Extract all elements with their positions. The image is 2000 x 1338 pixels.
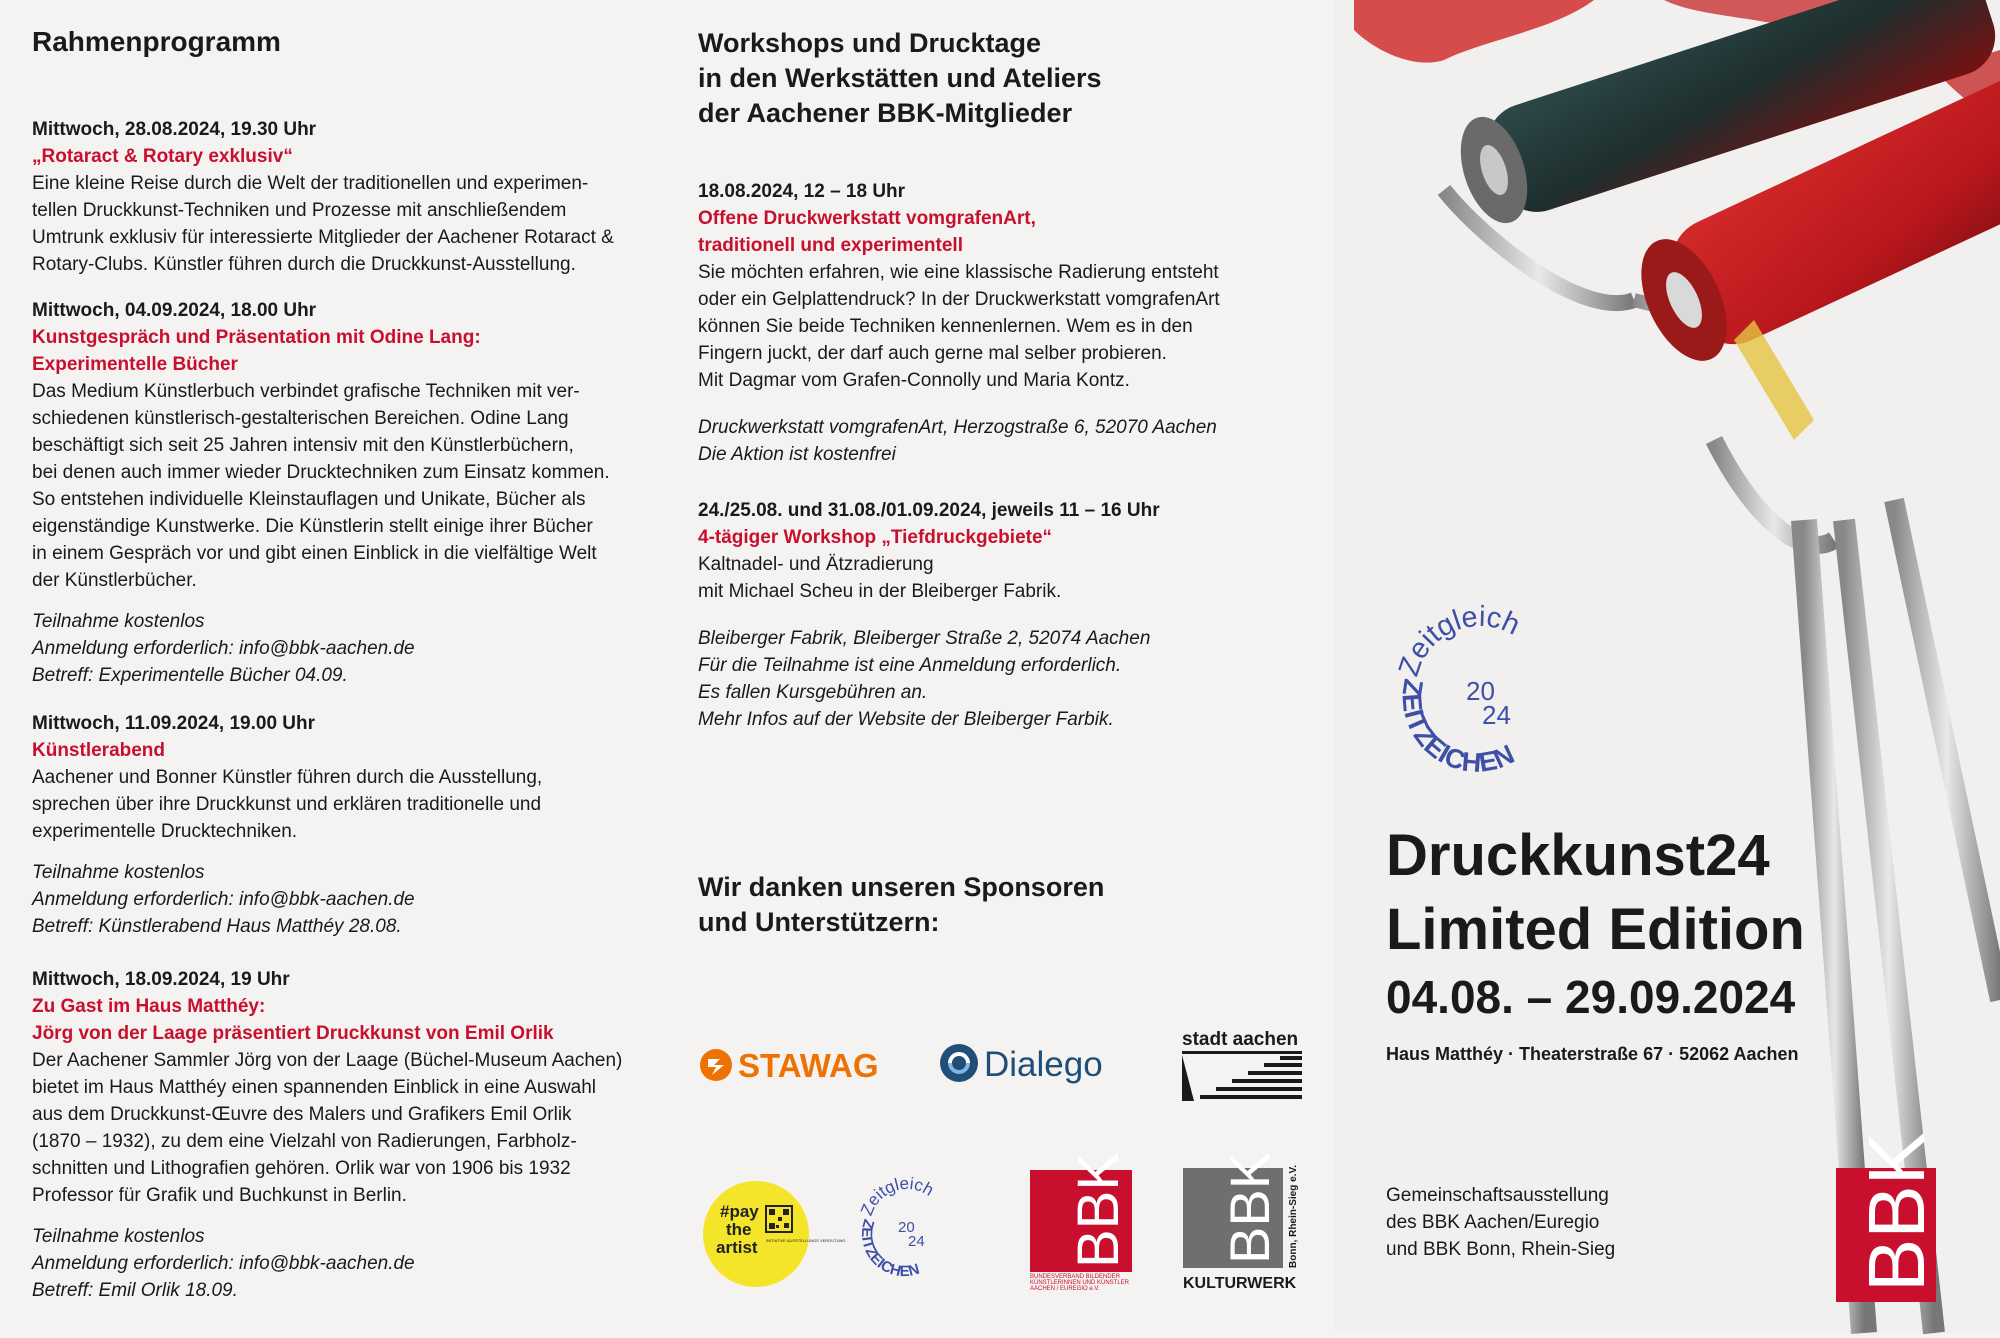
cover-title: Druckkunst24 (1386, 823, 1770, 888)
bbk-bonn-kulturwerk-logo (1183, 1151, 1301, 1297)
event-info: Betreff: Emil Orlik 18.09. (32, 1280, 238, 1301)
kulturwerk-text: KULTURWERK (1183, 1275, 1297, 1292)
event-title: Offene Druckwerkstatt vomgrafenArt, (698, 208, 1036, 229)
bbk-sub-text: BUNDESVERBAND BILDENDER (1030, 1274, 1121, 1280)
event-text: schiedenen künstlerisch-gestalterischen Bereichen. Odine Lang (32, 408, 569, 429)
event-info: Druckwerkstatt vomgrafenArt, Herzogstraße 6, 52070 Aachen (698, 417, 1217, 438)
stamp-bottom-text: ZEITZEICHEN (857, 1217, 922, 1280)
event-text: in einem Gespräch vor und gibt einen Einblick in die vielfältige Welt (32, 543, 597, 564)
heading-line: Workshops und Drucktage (698, 28, 1042, 58)
event-date: 24./25.08. und 31.08./01.09.2024, jeweils 11 – 16 Uhr (698, 500, 1160, 521)
event-text: Sie möchten erfahren, wie eine klassische Radierung entsteht (698, 262, 1219, 283)
heading-line: der Aachener BBK-Mitglieder (698, 98, 1073, 128)
event-text: tellen Druckkunst-Techniken und Prozesse mit anschließendem (32, 200, 567, 221)
event-title: Zu Gast im Haus Matthéy: (32, 996, 266, 1017)
pay-text: #pay (720, 1202, 759, 1221)
stamp-year: 24 (1482, 700, 1511, 730)
event-text: können Sie beide Techniken kennenlernen. Wem es in den (698, 316, 1193, 337)
stawag-text: STAWAG (738, 1047, 879, 1084)
event-title: „Rotaract & Rotary exklusiv“ (32, 146, 293, 167)
event-title: traditionell und experimentell (698, 235, 963, 256)
bbk-bonn-text: BBK (1218, 1151, 1281, 1264)
event-info: Betreff: Experimentelle Bücher 04.09. (32, 665, 348, 686)
event-text: Kaltnadel- und Ätzradierung (698, 554, 934, 575)
event-info: Teilnahme kostenlos (32, 611, 205, 632)
event-date: Mittwoch, 28.08.2024, 19.30 Uhr (32, 119, 317, 140)
event-text: eigenständige Kunstwerke. Die Künstlerin stellt einige ihrer Bücher (32, 516, 593, 537)
event-text: Der Aachener Sammler Jörg von der Laage (Büchel-Museum Aachen) (32, 1050, 623, 1071)
event-info: Betreff: Künstlerabend Haus Matthéy 28.08. (32, 916, 402, 937)
pay-the-artist-logo (702, 1180, 846, 1293)
event-date: Mittwoch, 04.09.2024, 18.00 Uhr (32, 300, 317, 321)
pay-text: artist (716, 1238, 758, 1257)
bbk-text: BBK (1066, 1151, 1131, 1268)
event-text: bei denen auch immer wieder Drucktechniken zum Einsatz kommen. (32, 462, 610, 483)
event-date: 18.08.2024, 12 – 18 Uhr (698, 181, 906, 202)
sponsors-heading (698, 870, 1104, 940)
event-date: Mittwoch, 11.09.2024, 19.00 Uhr (32, 713, 316, 734)
heading-line: und Unterstützern: (698, 907, 940, 937)
event-title: Jörg von der Laage präsentiert Druckkunst von Emil Orlik (32, 1023, 554, 1044)
event-text: Eine kleine Reise durch die Welt der traditionellen und experimen- (32, 173, 589, 194)
event-info: Für die Teilnahme ist eine Anmeldung erforderlich. (698, 655, 1122, 676)
event-info: Es fallen Kursgebühren an. (698, 682, 928, 703)
footer-line: des BBK Aachen/Euregio (1386, 1212, 1600, 1233)
event-title: Experimentelle Bücher (32, 354, 238, 375)
stadt-aachen-text: stadt aachen (1182, 1029, 1299, 1050)
stamp-top-text: Zeitgleich (1392, 600, 1525, 681)
event-date: Mittwoch, 18.09.2024, 19 Uhr (32, 969, 290, 990)
event-title: 4-tägiger Workshop „Tiefdruckgebiete“ (698, 527, 1053, 548)
event-text: aus dem Druckkunst-Œuvre des Malers und Grafikers Emil Orlik (32, 1104, 572, 1125)
workshop-1 (698, 178, 1298, 468)
zeitgleich-small-stamp (852, 1170, 962, 1285)
event-text: Aachener und Bonner Künstler führen durch die Ausstellung, (32, 767, 543, 788)
event-text: Fingern juckt, der darf auch gerne mal selber probieren. (698, 343, 1167, 364)
event-4 (32, 966, 644, 1304)
stamp-year: 24 (908, 1233, 925, 1250)
event-text: So entstehen individuelle Kleinstauflagen und Unikate, Bücher als (32, 489, 586, 510)
dialego-logo (938, 1040, 1128, 1091)
bbk-sub-text: KÜNSTLERINNEN UND KÜNSTLER (1030, 1280, 1130, 1286)
zeitgleich-stamp (1378, 590, 1578, 795)
event-text: bietet im Haus Matthéy einen spannenden Einblick in eine Auswahl (32, 1077, 597, 1098)
qr-code-icon (766, 1206, 792, 1232)
event-text: sprechen über ihre Druckkunst und erklären traditionelle und (32, 794, 542, 815)
svg-text:Zeitgleich (857, 1174, 937, 1218)
event-email[interactable]: Anmeldung erforderlich: info@bbk-aachen.de (32, 1253, 415, 1274)
cover-address: Haus Matthéy · Theaterstraße 67 · 52062 Aachen (1386, 1044, 1799, 1064)
event-text: beschäftigt sich seit 25 Jahren intensiv mit den Künstlerbüchern, (32, 435, 574, 456)
event-text: experimentelle Drucktechniken. (32, 821, 298, 842)
cover-footer (1386, 1182, 1615, 1263)
svg-text:Zeitgleich (1393, 601, 1525, 680)
workshop-2 (698, 497, 1298, 733)
event-title: Künstlerabend (32, 740, 166, 761)
event-info: Teilnahme kostenlos (32, 1226, 205, 1247)
bbk-sub-text: AACHEN / EUREGIO e.V. (1030, 1286, 1100, 1292)
event-1 (32, 116, 644, 278)
event-info: Mehr Infos auf der Website der Bleiberger Farbik. (698, 709, 1114, 730)
bbk-logo (1836, 1131, 1941, 1307)
dialego-text: Dialego (984, 1045, 1103, 1084)
workshops-heading (698, 26, 1102, 131)
stamp-year: 20 (898, 1219, 915, 1236)
event-text: mit Michael Scheu in der Bleiberger Fabrik. (698, 581, 1062, 602)
event-text: oder ein Gelplattendruck? In der Druckwerkstatt vomgrafenArt (698, 289, 1220, 310)
cover-subtitle: Limited Edition (1386, 897, 1805, 962)
stawag-logo (698, 1045, 898, 1090)
stamp-bottom-text: ZEITZEICHEN (1396, 677, 1519, 779)
event-3 (32, 710, 644, 940)
event-text: Das Medium Künstlerbuch verbindet grafische Techniken mit ver- (32, 381, 580, 402)
heading-line: in den Werkstätten und Ateliers (698, 63, 1102, 93)
event-info: Die Aktion ist kostenfrei (698, 444, 896, 465)
bbk-logo-text: BBK (1852, 1131, 1941, 1292)
event-text: der Künstlerbücher. (32, 570, 197, 591)
bbk-aachen-logo (1030, 1151, 1134, 1295)
event-title: Kunstgespräch und Präsentation mit Odine Lang: (32, 327, 481, 348)
stadt-aachen-logo (1180, 1025, 1304, 1108)
event-info: Bleiberger Fabrik, Bleiberger Straße 2, 52074 Aachen (698, 628, 1151, 649)
event-info: Teilnahme kostenlos (32, 862, 205, 883)
column-heading: Rahmenprogramm (32, 26, 281, 57)
event-text: Mit Dagmar vom Grafen-Connolly und Maria Kontz. (698, 370, 1130, 391)
pay-text: the (726, 1220, 752, 1239)
event-text: schnitten und Lithografien gehören. Orlik war von 1906 bis 1932 (32, 1158, 571, 1179)
event-text: (1870 – 1932), zu dem eine Vielzahl von Radierungen, Farbholz- (32, 1131, 577, 1152)
stamp-year: 20 (1466, 676, 1495, 706)
event-2 (32, 297, 644, 689)
event-email[interactable]: Anmeldung erforderlich: info@bbk-aachen.de (32, 889, 415, 910)
cover-dates: 04.08. – 29.09.2024 (1386, 971, 1796, 1023)
event-text: Professor für Grafik und Buchkunst in Berlin. (32, 1185, 407, 1206)
stamp-top-text: Zeitgleich (856, 1173, 938, 1219)
bbk-bonn-side-text: Bonn, Rhein-Sieg e.V. (1288, 1165, 1299, 1268)
heading-line: Wir danken unseren Sponsoren (698, 872, 1105, 902)
footer-line: und BBK Bonn, Rhein-Sieg (1386, 1239, 1616, 1260)
pay-small-text: INITIATIVE AUSSTELLUNGS VERGÜTUNG (766, 1238, 846, 1243)
event-email[interactable]: Anmeldung erforderlich: info@bbk-aachen.de (32, 638, 415, 659)
event-text: Rotary-Clubs. Künstler führen durch die Druckkunst-Ausstellung. (32, 254, 576, 275)
event-text: Umtrunk exklusiv für interessierte Mitglieder der Aachener Rotaract & (32, 227, 614, 248)
footer-line: Gemeinschaftsausstellung (1386, 1185, 1609, 1206)
